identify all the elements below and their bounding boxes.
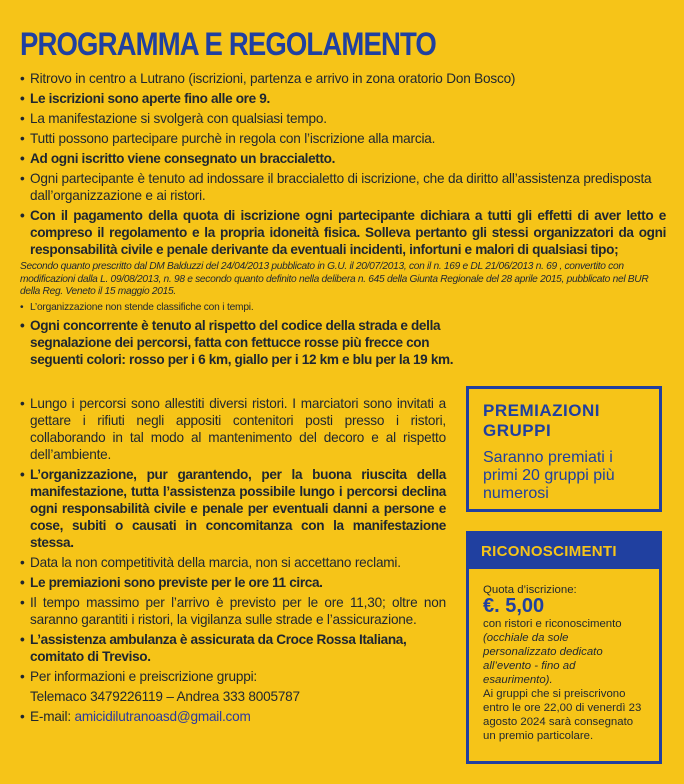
rule-item: • Il tempo massimo per l’arrivo è previsto per le ore 11,30; oltre non saranno garantiti i ristori, la vigilanza sulle strade e l’assicurazione. [20,594,446,628]
rule-item: • La manifestazione si svolgerà con qualsiasi tempo. [20,110,666,127]
rule-item: • Data la non competitività della marcia, non si accettano reclami. [20,554,446,571]
rule-item: • Le premiazioni sono previste per le ore 11 circa. [20,574,446,591]
rule-item: • L’organizzazione, pur garantendo, per la buona riuscita della manifestazione, tutta l’assistenza possibile lungo i percorsi declina ogni responsabilità civile e penale per eventuali danni a persone e cose, subiti o causati in concomitanza con la manifestazione stessa. [20,466,446,551]
rule-item: • L’organizzazione non stende classifiche con i tempi. [20,301,666,314]
page-title: PROGRAMMA E REGOLAMENTO [20,26,436,62]
rule-item: • Lungo i percorsi sono allestiti diversi ristori. I marciatori sono invitati a gettare i rifiuti negli appositi contenitori posti presso i ristori, collaborando in tal modo al mantenimento del decoro e al rispetto dell’ambiente. [20,395,446,463]
rule-item: • Ogni concorrente è tenuto al rispetto del codice della strada e della segnalazione dei percorsi, fatta con fettucce rosse più frecce con seguenti colori: rosso per i 6 km, giallo per i 12 km e blu per la 19 km. [20,317,470,368]
rule-item: • Con il pagamento della quota di iscrizione ogni partecipante dichiara a tutti gli effetti di aver letto e compreso il regolamento e la propria idoneità fisica. Solleva pertanto gli stessi organizzatori da ogni responsabilità civile e penale derivante da eventuali incidenti, infortuni e malori di qualsiasi tipo; [20,207,666,258]
rule-item: • Le iscrizioni sono aperte fino alle ore 9. [20,90,666,107]
rule-item: • Per informazioni e preiscrizione gruppi: [20,668,446,685]
rule-item: • L’assistenza ambulanza è assicurata da Croce Rossa Italiana, comitato di Treviso. [20,631,446,665]
gadget-note: (occhiale da sole personalizzato dedicato all’evento - fino ad esaurimento). [483,632,603,686]
legal-note: Secondo quanto prescritto dal DM Balduzzi del 24/04/2013 pubblicato in G.U. il 20/07/2013, con il n. 169 e DL 21/06/2013 n. 69 , convertito con modificazioni dalla L. 09/08/2013, n. 98 e secondo quanto definito nella delibera n. 645 della Giunta Regionale del 28 aprile 2015, pubblicato nel BUR della Reg. Veneto il 15 maggio 2015. [20,261,649,297]
rule-item: • Ritrovo in centro a Lutrano (iscrizioni, partenza e arrivo in zona oratorio Don Bosco) [20,70,666,87]
riconoscimenti-box [466,531,662,764]
premiazioni-heading: PREMIAZIONI GRUPPI [483,401,600,440]
rules-list-top [20,70,666,371]
includes-text: con ristori e riconoscimento [483,618,622,630]
email-label: E-mail: [30,709,71,724]
premiazioni-text: Saranno premiati i primi 20 gruppi più numerosi [483,449,615,502]
email-link[interactable]: amicidilutranoasd@gmail.com [74,709,251,724]
premiazioni-box [466,386,662,512]
rule-item: • Ad ogni iscritto viene consegnato un braccialetto. [20,150,666,167]
price: €. 5,00 [483,595,545,617]
rule-item: • Ogni partecipante è tenuto ad indossare il braccialetto di iscrizione, che da diritto all’assistenza predisposta dall’organizzazione e ai ristori. [20,170,666,204]
riconoscimenti-heading: RICONOSCIMENTI [469,534,659,569]
groups-note: Ai gruppi che si preiscrivono entro le ore 22,00 di venerdì 23 agosto 2024 sarà consegnato un premio particolare. [483,688,642,742]
contacts: Telemaco 3479226119 – Andrea 333 8005787 [30,689,300,704]
quota-label: Quota d’iscrizione: [483,584,577,596]
rules-list-bottom [20,395,446,728]
rule-item: • Tutti possono partecipare purchè in regola con l’iscrizione alla marcia. [20,130,666,147]
email-line [20,708,446,725]
